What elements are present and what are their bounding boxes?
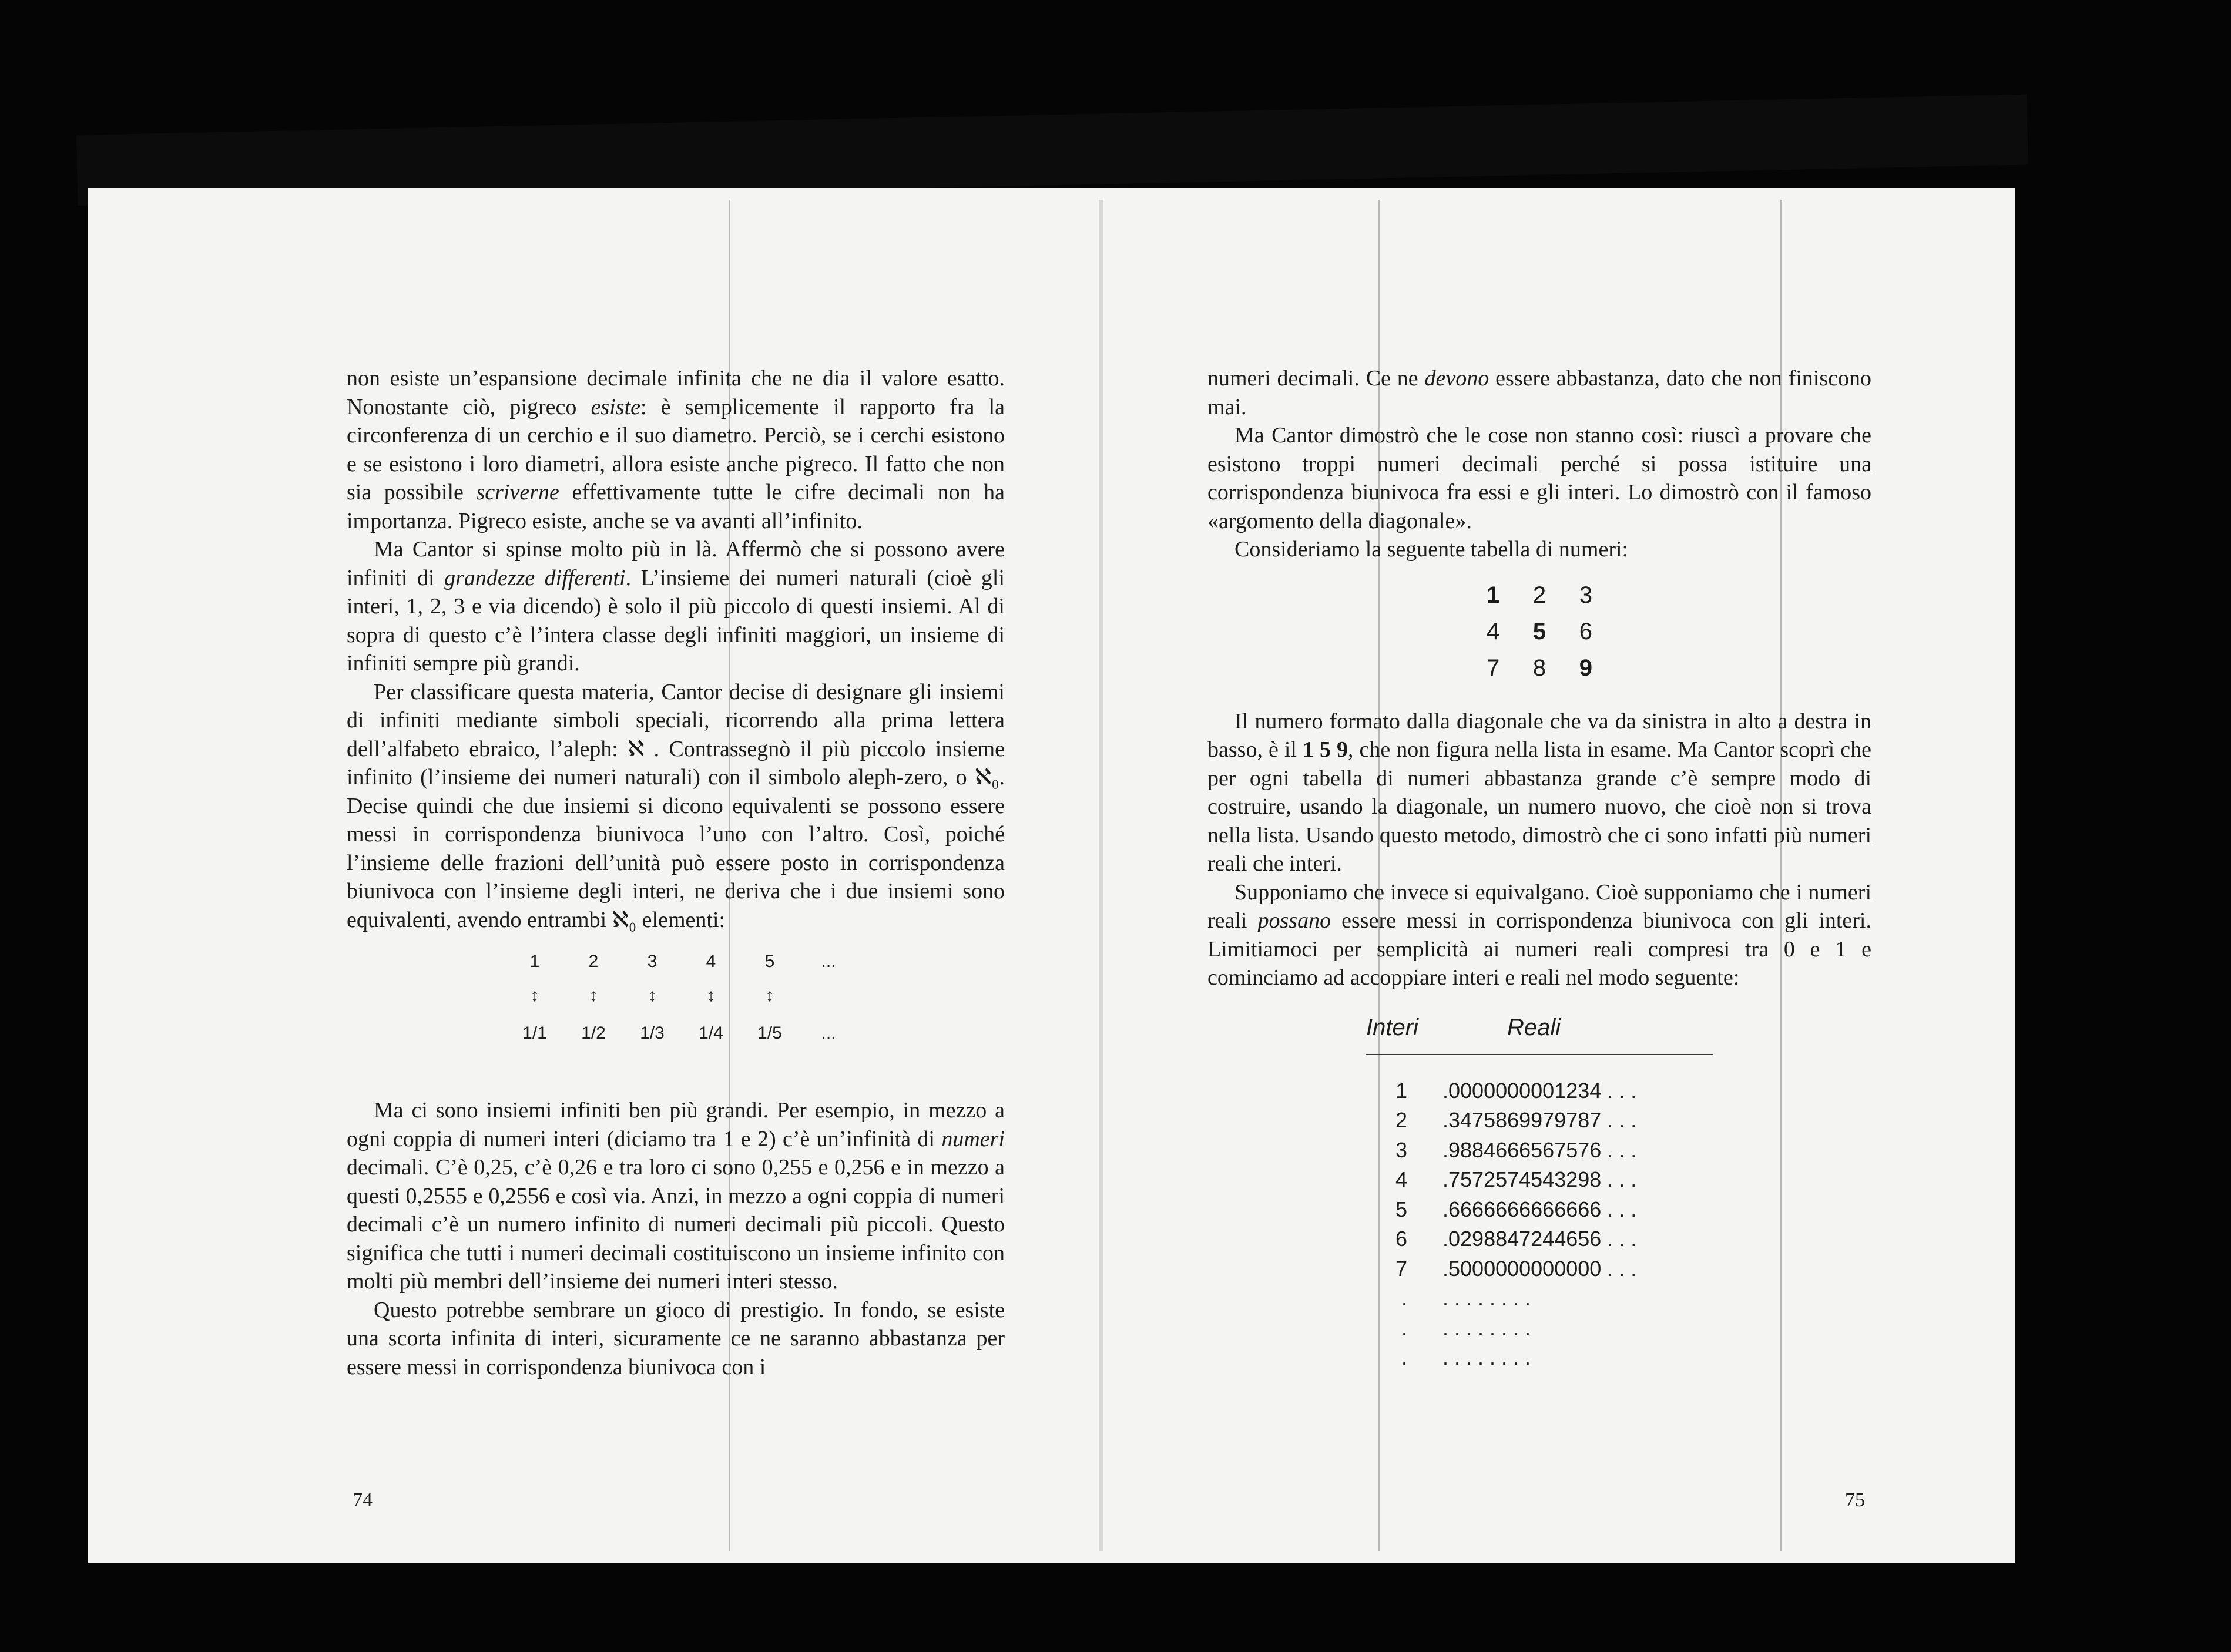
integer: 5 xyxy=(764,952,775,971)
left-page xyxy=(347,364,1005,1381)
page-number-left: 74 xyxy=(353,1489,373,1511)
grid-cell: 3 xyxy=(1579,582,1592,608)
integer: 4 xyxy=(706,952,716,971)
integers-reals-table xyxy=(1366,1015,1871,1373)
table-row xyxy=(1366,1284,1871,1314)
column-header-integers: Interi xyxy=(1366,1014,1418,1040)
integer-cell: 7 xyxy=(1395,1256,1407,1281)
real-cell: .9884666567576 . . . xyxy=(1442,1137,1637,1162)
table-row xyxy=(1366,1106,1871,1136)
paragraph: non esiste un’espansione decimale infinita che ne dia il valore esatto. Nonostante ciò, pigreco esiste: è semplicemente il rapporto fra la circonferenza di un cerchio e il suo diametro. Perciò, se i cerchi esistono e se esistono i loro diametri, allora esiste anche pigreco. Il fatto che non sia possibile scriverne effettivamente tutte le cifre decimali non ha importanza. Pigreco esiste, anche se va avanti all’infinito. xyxy=(347,366,1005,533)
fraction: 1/5 xyxy=(757,1023,782,1043)
grid-cell: 4 xyxy=(1487,618,1500,644)
integer-cell: 3 xyxy=(1395,1137,1407,1162)
integer-cell: 6 xyxy=(1395,1227,1407,1251)
real-cell: .6666666666666 . . . xyxy=(1442,1197,1637,1221)
integer-cell: 5 xyxy=(1395,1197,1407,1221)
integer: 1 xyxy=(529,952,540,971)
fraction: 1/4 xyxy=(699,1023,723,1043)
real-cell: . . . . . . . . xyxy=(1442,1315,1531,1340)
table-row xyxy=(1366,1165,1871,1195)
table-body xyxy=(1366,1076,1871,1373)
table-row xyxy=(1366,1314,1871,1344)
double-arrow-icon: ↕ xyxy=(530,986,539,1005)
double-arrow-icon: ↕ xyxy=(706,986,716,1005)
grid-cell: 6 xyxy=(1579,618,1592,644)
ellipsis: ... xyxy=(821,952,836,971)
paragraph: Ma Cantor si spinse molto più in là. Affermò che si possono avere infiniti di grandezze differenti. L’insieme dei numeri naturali (cioè gli interi, 1, 2, 3 e via dicendo) è solo il più piccolo di questi insiemi. Al di sopra di questo c’è l’intera classe degli infiniti maggiori, un insieme di infiniti sempre più grandi. xyxy=(347,537,1005,676)
paragraph: Ma ci sono insiemi infiniti ben più grandi. Per esempio, in mezzo a ogni coppia di numeri interi (diciamo tra 1 e 2) c’è un’infinità di numeri decimali. C’è 0,25, c’è 0,26 e tra loro ci sono 0,255 e 0,256 e in mezzo a questi 0,2555 e 0,2556 e così via. Anzi, in mezzo a ogni coppia di numeri decimali c’è un numero infinito di numeri decimali più piccoli. Questo significa che tutti i numeri decimali costituiscono un insieme infinito con molti più membri dell’insieme dei numeri interi stesso. xyxy=(347,1098,1005,1294)
table-header xyxy=(1366,1015,1713,1055)
real-cell: . . . . . . . . xyxy=(1442,1286,1531,1310)
table-row xyxy=(1366,1343,1871,1373)
grid-row xyxy=(1487,577,1592,613)
fraction: 1/2 xyxy=(581,1023,606,1043)
real-cell: .3475869979787 . . . xyxy=(1442,1108,1637,1132)
grid-row xyxy=(1487,650,1592,686)
grid-cell: 7 xyxy=(1487,654,1500,681)
real-cell: .0000000001234 . . . xyxy=(1442,1078,1637,1103)
integer-cell: . xyxy=(1401,1315,1407,1340)
paragraph: Questo potrebbe sembrare un gioco di prestigio. In fondo, se esiste una scorta infinita di interi, sicuramente ce ne saranno abbastanza per essere messi in corrispondenza biunivoca con i xyxy=(347,1297,1005,1379)
integer-cell: 1 xyxy=(1395,1078,1407,1103)
double-arrow-icon: ↕ xyxy=(648,986,657,1005)
real-cell: .7572574543298 . . . xyxy=(1442,1167,1637,1191)
page-number-right: 75 xyxy=(1845,1489,1865,1511)
table-row xyxy=(1366,1195,1871,1225)
grid-cell-diagonal: 1 xyxy=(1487,582,1500,608)
real-cell: . . . . . . . . xyxy=(1442,1345,1531,1369)
double-arrow-icon: ↕ xyxy=(589,986,598,1005)
table-row xyxy=(1366,1136,1871,1166)
table-row xyxy=(1366,1076,1871,1106)
spacer xyxy=(811,986,846,1006)
grid-cell-diagonal: 5 xyxy=(1532,618,1546,644)
integer: 2 xyxy=(588,952,599,971)
correspondence-arrows xyxy=(517,986,846,1006)
number-grid xyxy=(1487,577,1592,686)
paragraph: Ma Cantor dimostrò che le cose non stanno così: riuscì a provare che esistono troppi numeri decimali perché si possa istituire una corrispondenza biunivoca fra essi e gli interi. Lo dimostrò con il famoso «argomento della diagonale». xyxy=(1207,423,1871,533)
double-arrow-icon: ↕ xyxy=(765,986,774,1005)
column-header-reals: Reali xyxy=(1507,1014,1561,1040)
integer: 3 xyxy=(647,952,657,971)
integer-cell: 4 xyxy=(1395,1167,1407,1191)
paragraph: Per classificare questa materia, Cantor decise di designare gli insiemi di infiniti mediante simboli speciali, ricorrendo alla prima lettera dell’alfabeto ebraico, l’aleph: ℵ . Contrassegnò il più piccolo insieme infinito (l’insieme dei numeri naturali) con il simbolo aleph-zero, o ℵ₀. Decise quindi che due insiemi si dicono equivalenti se possono essere messi in corrispondenza biunivoca l’uno con l’altro. Così, poiché l’insieme delle frazioni dell’unità può essere posto in corrispondenza biunivoca con l’insieme degli interi, ne deriva che i due insiemi sono equivalenti, avendo entrambi ℵ₀ elementi: xyxy=(347,679,1005,932)
integer-cell: . xyxy=(1401,1345,1407,1369)
integer-cell: 2 xyxy=(1395,1108,1407,1132)
table-row xyxy=(1366,1254,1871,1284)
paragraph: Il numero formato dalla diagonale che va da sinistra in alto a destra in basso, è il 1 5 9, che non figura nella lista in esame. Ma Cantor scoprì che per ogni tabella di numeri abbastanza grande c’è sempre modo di costruire, usando la diagonale, un numero nuovo, che cioè non si trova nella lista. Usando questo metodo, dimostrò che ci sono infatti più numeri reali che interi. xyxy=(1207,709,1871,876)
correspondence-fractions xyxy=(517,1023,846,1043)
grid-row xyxy=(1487,613,1592,650)
grid-cell-diagonal: 9 xyxy=(1579,654,1592,681)
table-row xyxy=(1366,1224,1871,1254)
paragraph: Supponiamo che invece si equivalgano. Cioè supponiamo che i numeri reali possano essere messi in corrispondenza biunivoca con gli interi. Limitiamoci per semplicità ai numeri reali compresi tra 0 e 1 e cominciamo ad accoppiare interi e reali nel modo seguente: xyxy=(1207,879,1871,990)
paragraph: Consideriamo la seguente tabella di numeri: xyxy=(1234,537,1629,562)
right-page xyxy=(1207,364,1871,1373)
correspondence-integers xyxy=(517,952,846,972)
fraction: 1/1 xyxy=(522,1023,547,1043)
fraction: 1/3 xyxy=(640,1023,665,1043)
paragraph: numeri decimali. Ce ne devono essere abbastanza, dato che non finiscono mai. xyxy=(1207,366,1871,419)
book-gutter xyxy=(1099,200,1103,1551)
grid-cell: 2 xyxy=(1532,582,1546,608)
grid-cell: 8 xyxy=(1532,654,1546,681)
correspondence-diagram xyxy=(347,952,1005,1069)
integer-cell: . xyxy=(1401,1286,1407,1310)
real-cell: .0298847244656 . . . xyxy=(1442,1227,1637,1251)
ellipsis: ... xyxy=(821,1023,836,1043)
real-cell: .5000000000000 . . . xyxy=(1442,1256,1637,1281)
